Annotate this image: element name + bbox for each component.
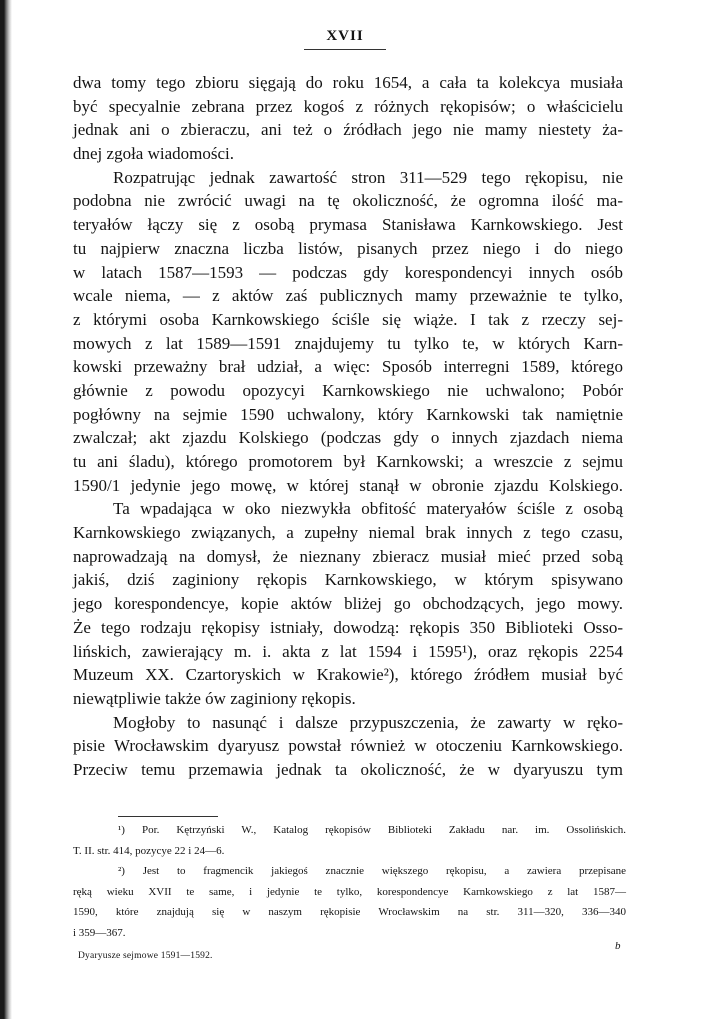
body-line: Rozpatrując jednak zawartość stron 311—529 tego rękopisu, nie [113,167,623,187]
body-line: lińskich, zawierający m. i. akta z lat 1594 i 1595¹), oraz rękopis 2254 [73,641,623,661]
body-line: Mogłoby to nasunąć i dalsze przypuszczenia, że zawarty w ręko- [113,712,623,732]
body-line: zwalczał; akt zjazdu Kolskiego (podczas gdy o innych zjazdach niema [73,428,623,448]
footnote-rule [118,816,218,817]
body-line: Muzeum XX. Czartoryskich w Krakowie²), którego źródłem musiał być [73,665,623,685]
body-line: kowski przeważny brał udział, a więc: Sposób interregni 1589, którego [73,357,623,377]
body-line: w latach 1587—1593 — podczas gdy korespondencyi innych osób [73,262,623,282]
sheet-signature: Dyaryusze sejmowe 1591—1592. [78,951,213,961]
body-line: jakiś, dziś zaginiony rękopis Karnkowskiego, w którym spisywano [73,570,623,590]
sheet-mark: b [615,940,621,952]
body-line: jego korespondencye, kopie aktów bliżej go obchodzących, jego mowy. [73,594,623,614]
body-line: Przeciw temu przemawia jednak ta okoliczność, że w dyaryuszu tym [73,759,623,779]
body-line: wcale niema, — z aktów zaś publicznych mamy przeważnie te tylko, [73,286,623,306]
body-line: tu najpierw znaczna liczba listów, pisanych przez niego i do niego [73,238,623,258]
body-line: pogłówny na sejmie 1590 uchwalony, który Karnkowski tak namiętnie [73,404,623,424]
body-line: mowych z lat 1589—1591 znajdujemy tu tylko te, w których Karn- [73,333,623,353]
body-line: Karnkowskiego związanych, a zupełny niemal brak innych z tego czasu, [73,523,623,543]
footnote-line: ¹) Por. Kętrzyński W., Katalog rękopisów Biblioteki Zakładu nar. im. Ossolińskich. [118,824,626,836]
body-line: dnej zgoła wiadomości. [73,144,234,164]
footnote-line: ręką wieku XVII te same, i jedynie te tylko, korespondencye Karnkowskiego z lat 1587— [73,885,626,898]
body-line: teryałów łączy się z osobą prymasa Stanisława Karnkowskiego. Jest [73,215,623,235]
body-line: z którymi osoba Karnkowskiego ściśle się wiąże. I tak z rzeczy sej- [73,309,623,329]
body-line: podobna nie zwrócić uwagi na tę okoliczność, że ogromna ilość ma- [73,191,623,211]
body-line: pisie Wrocławskim dyaryusz powstał również w otoczeniu Karnkowskiego. [73,736,623,756]
page-number: XVII [326,28,364,44]
body-line: jednak ani o zbieraczu, ani też o źródłach jego nie mamy niestety ża- [73,120,623,140]
footnote-line: T. II. str. 414, pozycye 22 i 24—6. [73,844,225,857]
body-line: dwa tomy tego zbioru sięgają do roku 1654, a cała ta kolekcya musiała [73,73,623,92]
footnote-line: i 359—367. [73,926,126,939]
body-line: Ta wpadająca w oko niezwykła obfitość materyałów ściśle z osobą [113,499,623,519]
body-line: być specyalnie zebrana przez kogoś z różnych rękopisów; o właścicielu [73,96,623,116]
scan-binding-edge [0,0,12,1019]
body-line: głównie z powodu opozycyi Karnkowskiego nie uchwalono; Pobór [73,380,623,400]
body-line: tu ani śladu), którego promotorem był Karnkowski; a wreszcie z sejmu [73,452,623,471]
footnotes [73,820,626,943]
footnote-line: ²) Jest to fragmencik jakiegoś znacznie większego rękopisu, a zawiera przepisane [118,865,626,877]
footnote-line: 1590, które znajdują się w naszym rękopisie Wrocławskim na str. 311—320, 336—340 [73,906,626,918]
body-text [73,71,623,782]
body-line: 1590/1 jedynie jego mowę, w której stanął w obronie zjazdu Kolskiego. [73,475,623,495]
body-line: naprowadzają na domysł, że nieznany zbieracz musiał mieć przed sobą [73,546,623,566]
body-line: Że tego rodzaju rękopisy istniały, dowodzą: rękopis 350 Biblioteki Osso- [73,617,623,637]
page-number-rule [304,49,386,50]
body-line: niewątpliwie także ów zaginiony rękopis. [73,688,356,708]
